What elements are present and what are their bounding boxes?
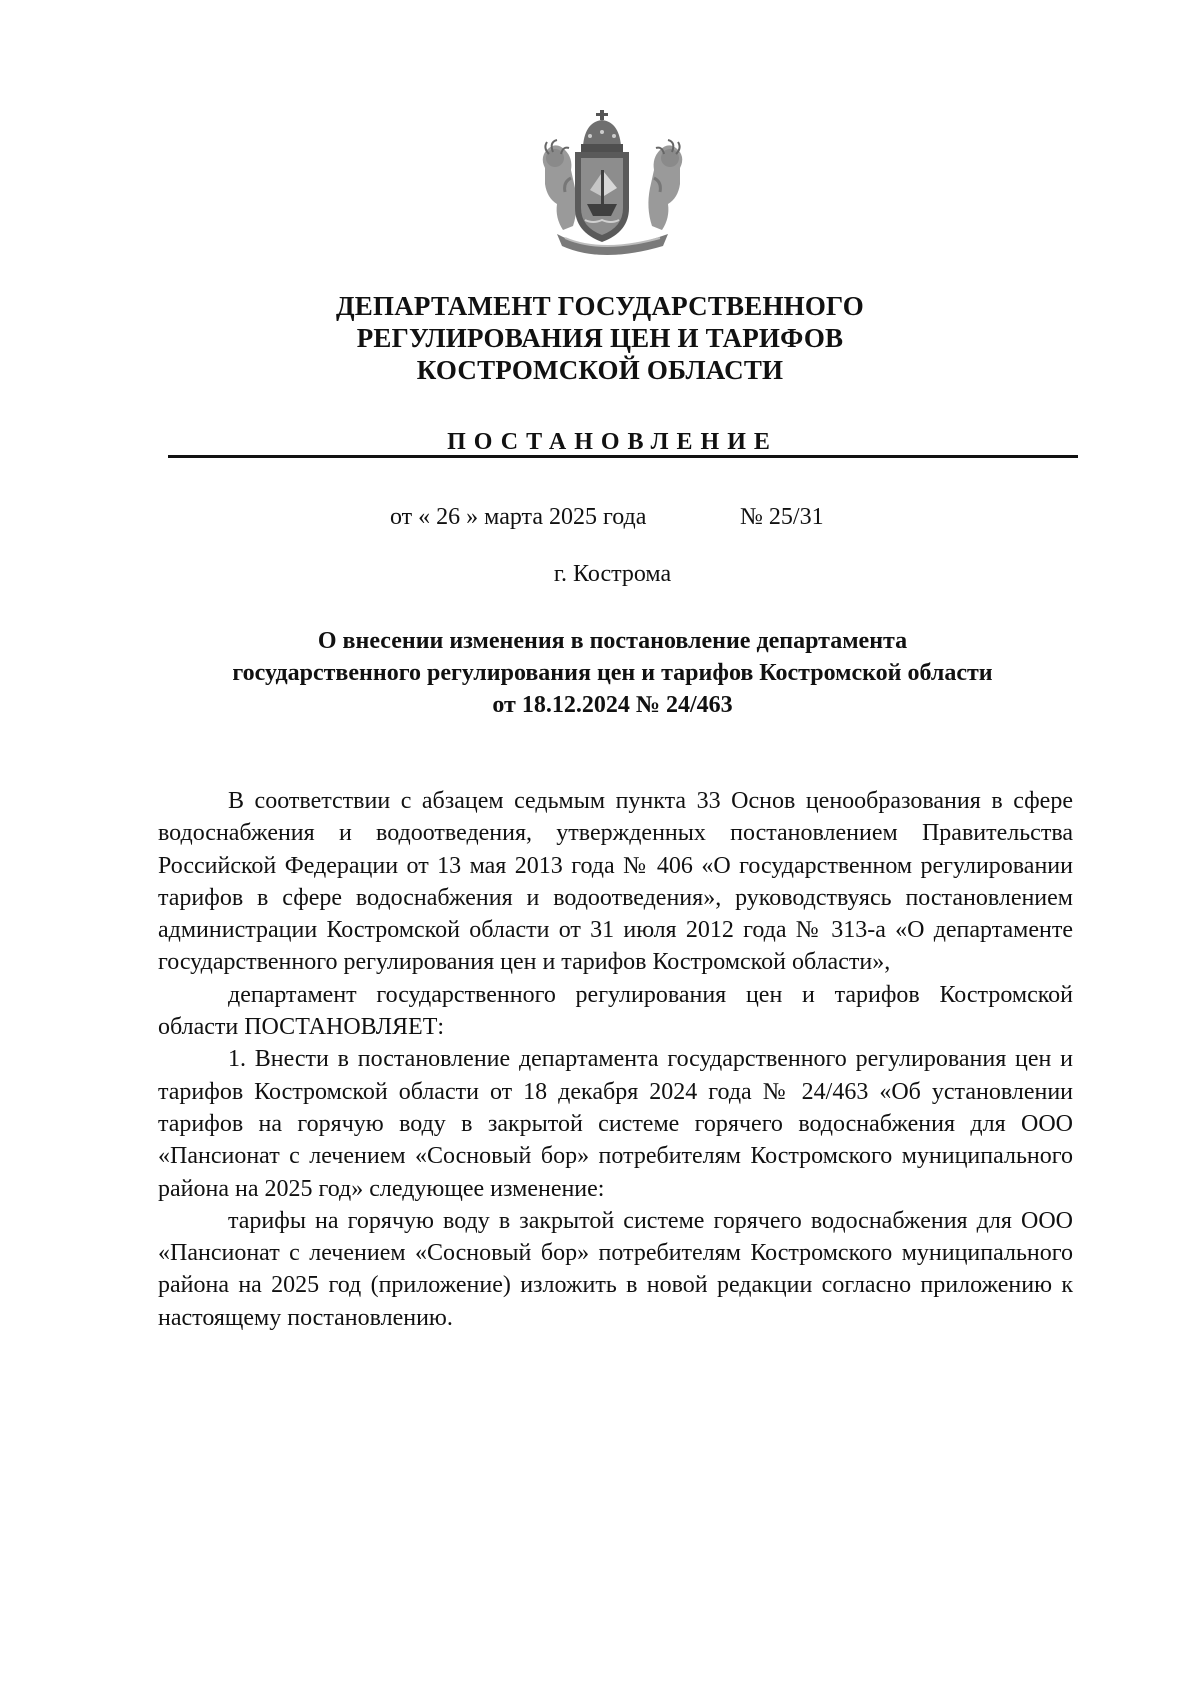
decree-subject-line-1: О внесении изменения в постановление департамента <box>317 628 908 654</box>
header-rule <box>168 455 1078 458</box>
document-type-heading: ПОСТАНОВЛЕНИЕ <box>447 429 778 455</box>
decree-number: № 25/31 <box>740 504 824 530</box>
coat-of-arms-icon <box>535 108 690 258</box>
body-paragraph-tariffs: тарифы на горячую воду в закрытой системе горячего водоснабжения для ООО «Пансионат с лечением «Сосновый бор» потребителям Костромского муниципального района на 2025 год (приложение) изложить в новой редакции согласно приложению к настоящему постановлению. <box>158 1207 1073 1331</box>
decree-subject <box>150 625 1075 721</box>
decree-subject-line-3: от 18.12.2024 № 24/463 <box>492 692 733 718</box>
decree-city: г. Кострома <box>553 561 672 587</box>
decree-body <box>158 785 1073 1334</box>
department-title-line-3: КОСТРОМСКОЙ ОБЛАСТИ <box>416 355 784 385</box>
department-title <box>200 290 1000 386</box>
decree-date: от « 26 » марта 2025 года <box>390 504 647 530</box>
body-paragraph-resolves: департамент государственного регулирования цен и тарифов Костромской области ПОСТАНОВЛЯЕТ: <box>158 981 1073 1041</box>
body-paragraph-preamble: В соответствии с абзацем седьмым пункта 33 Основ ценообразования в сфере водоснабжения и водоотведения, утвержденных постановлением Правительства Российской Федерации от 13 мая 2013 года № 406 «О государственном регулировании тарифов в сфере водоснабжения и водоотведения», руководствуясь постановлением администрации Костромской области от 31 июля 2012 года № 313-а «О департаменте государственного регулирования цен и тарифов Костромской области», <box>158 788 1073 976</box>
department-title-line-2: РЕГУЛИРОВАНИЯ ЦЕН И ТАРИФОВ <box>356 323 844 353</box>
department-title-line-1: ДЕПАРТАМЕНТ ГОСУДАРСТВЕННОГО <box>336 291 864 321</box>
body-paragraph-item-1: 1. Внести в постановление департамента государственного регулирования цен и тарифов Костромской области от 18 декабря 2024 года № 24/463 «Об установлении тарифов на горячую воду в закрытой системе горячего водоснабжения для ООО «Пансионат с лечением «Сосновый бор» потребителям Костромского муниципального района на 2025 год» следующее изменение: <box>158 1046 1073 1202</box>
decree-subject-line-2: государственного регулирования цен и тарифов Костромской области <box>232 660 993 686</box>
